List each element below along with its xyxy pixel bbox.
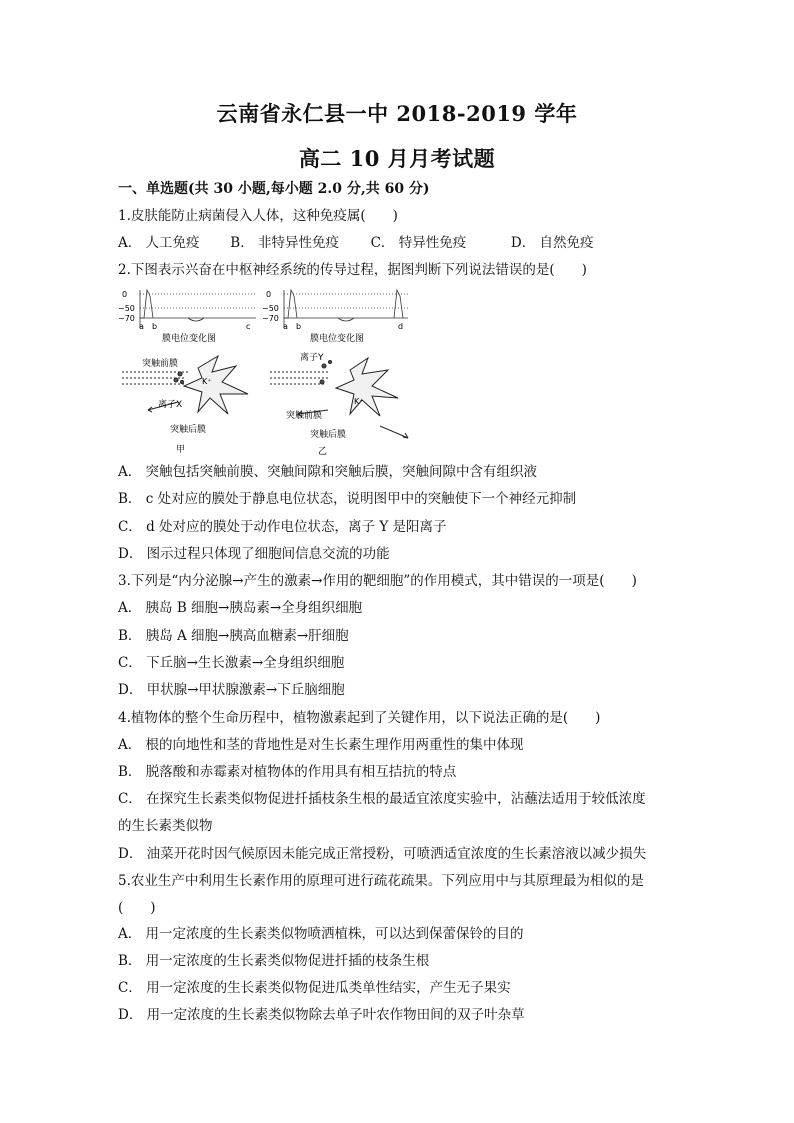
question-3-stem: 3.下列是“内分泌腺→产生的激素→作用的靶细胞”的作用模式，其中错误的一项是( ) bbox=[118, 573, 637, 589]
question-2-option-c: C． d 处对应的膜处于动作电位状态，离子 Y 是阳离子 bbox=[118, 519, 447, 535]
question-5-option-a: A． 用一定浓度的生长素类似物喷洒植株，可以达到保蕾保铃的目的 bbox=[118, 926, 524, 942]
point-label-c: c bbox=[246, 322, 251, 331]
point-label-a-right: a bbox=[283, 322, 288, 331]
label-presynaptic-right: 突触前膜 bbox=[286, 411, 323, 421]
membrane-potential-graph-left bbox=[140, 290, 256, 328]
section-heading: 一、单选题(共 30 小题,每小题 2.0 分,共 60 分) bbox=[118, 181, 430, 197]
option-a: A． 人工免疫 bbox=[118, 235, 200, 251]
axis-tick-minus50: −50 bbox=[118, 304, 135, 313]
question-3-option-b: B． 胰岛 A 细胞→胰高血糖素→肝细胞 bbox=[118, 628, 349, 644]
document-title-line2: 高二 10 月月考试题 bbox=[298, 146, 496, 171]
question-3-option-c: C． 下丘脑→生长激素→全身组织细胞 bbox=[118, 655, 345, 671]
axis-tick-minus70: −70 bbox=[118, 314, 135, 323]
question-4-option-d: D． 油菜开花时因气候原因未能完成正常授粉，可喷洒适宜浓度的生长素溶液以减少损失 bbox=[118, 846, 647, 862]
document-title-line1: 云南省永仁县一中 2018-2019 学年 bbox=[216, 101, 578, 126]
synapse-diagram-left bbox=[122, 356, 248, 414]
point-label-d: d bbox=[398, 322, 404, 331]
axis-tick-minus50-right: −50 bbox=[262, 304, 279, 313]
synapse-figure bbox=[118, 286, 418, 461]
question-5-option-c: C． 用一定浓度的生长素类似物促进瓜类单性结实，产生无子果实 bbox=[118, 980, 511, 996]
option-c: C． 特异性免疫 bbox=[370, 235, 467, 251]
label-k-left: K⁺ bbox=[202, 377, 212, 386]
label-postsynaptic-left: 突触后膜 bbox=[170, 425, 207, 435]
point-label-b-right: b bbox=[296, 322, 302, 331]
question-2-option-d: D． 图示过程只体现了细胞间信息交流的功能 bbox=[118, 546, 390, 562]
question-3-option-a: A． 胰岛 B 细胞→胰岛素→全身组织细胞 bbox=[118, 600, 363, 616]
membrane-potential-graph-right bbox=[284, 290, 408, 328]
label-presynaptic-left: 突触前膜 bbox=[142, 359, 179, 369]
axis-tick-minus70-right: −70 bbox=[262, 314, 279, 323]
question-4-option-c: C． 在探究生长素类似物促进扦插枝条生根的最适宜浓度实验中，沾蘸法适用于较低浓度 bbox=[118, 791, 646, 807]
question-4-option-b: B． 脱落酸和赤霉素对植物体的作用具有相互拮抗的特点 bbox=[118, 764, 457, 780]
question-1-options bbox=[118, 234, 678, 252]
graph-caption-left: 膜电位变化图 bbox=[162, 334, 217, 344]
label-k-right: K⁺ bbox=[354, 397, 364, 406]
option-b: B． 非特异性免疫 bbox=[230, 235, 340, 251]
label-postsynaptic-right: 突触后膜 bbox=[310, 430, 347, 440]
question-5-stem-cont: ( ) bbox=[118, 900, 156, 916]
label-jia: 甲 bbox=[176, 445, 186, 455]
option-d: D． 自然免疫 bbox=[510, 235, 594, 251]
label-ion-x: 离子X bbox=[158, 400, 183, 410]
question-2-option-b: B． c 处对应的膜处于静息电位状态，说明图甲中的突触使下一个神经元抑制 bbox=[118, 491, 577, 507]
point-label-b: b bbox=[152, 322, 158, 331]
label-yi: 乙 bbox=[318, 447, 328, 457]
axis-tick-0: 0 bbox=[122, 290, 128, 299]
question-5-option-d: D． 用一定浓度的生长素类似物除去单子叶农作物田间的双子叶杂草 bbox=[118, 1007, 525, 1023]
axis-tick-0-right: 0 bbox=[266, 290, 272, 299]
question-4-option-c-cont: 的生长素类似物 bbox=[118, 818, 213, 834]
synapse-diagram-right bbox=[270, 358, 408, 438]
question-2-option-a: A． 突触包括突触前膜、突触间隙和突触后膜，突触间隙中含有组织液 bbox=[118, 464, 538, 480]
label-ion-y: 离子Y bbox=[300, 353, 324, 363]
question-2-stem: 2.下图表示兴奋在中枢神经系统的传导过程，据图判断下列说法错误的是( ) bbox=[118, 262, 587, 278]
question-1-stem: 1.皮肤能防止病菌侵入人体，这种免疫属( ) bbox=[118, 208, 398, 224]
question-5-stem: 5.农业生产中利用生长素作用的原理可进行疏花疏果。下列应用中与其原理最为相似的是 bbox=[118, 873, 644, 889]
point-label-a: a bbox=[139, 322, 144, 331]
graph-caption-right: 膜电位变化图 bbox=[310, 334, 365, 344]
question-4-stem: 4.植物体的整个生命历程中，植物激素起到了关键作用，以下说法正确的是( ) bbox=[118, 710, 601, 726]
question-3-option-d: D． 甲状腺→甲状腺激素→下丘脑细胞 bbox=[118, 682, 345, 698]
question-5-option-b: B． 用一定浓度的生长素类似物促进扦插的枝条生根 bbox=[118, 953, 430, 969]
question-4-option-a: A． 根的向地性和茎的背地性是对生长素生理作用两重性的集中体现 bbox=[118, 737, 524, 753]
